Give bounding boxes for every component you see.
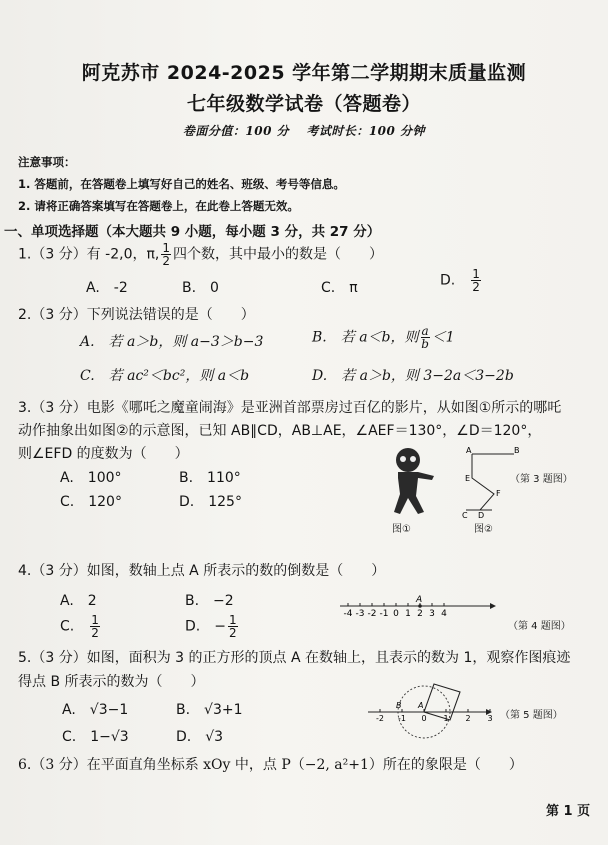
q1-frac-num: 1	[162, 241, 171, 255]
axis-tick-label: -3	[355, 609, 365, 619]
question-2-stem: 2.（3 分）下列说法错误的是（ ）	[18, 307, 255, 323]
figure-1-label: 图①	[392, 524, 411, 535]
axis-tick-label: -4	[343, 609, 353, 619]
page-number: 第 1 页	[546, 804, 591, 819]
q2-option-b-pre: B. 若 a＜b，则	[312, 329, 419, 346]
question-5-line-1: 5.（3 分）如图，面积为 3 的正方形的顶点 A 在数轴上，且表示的数为 1，观察作图痕迹	[18, 650, 571, 666]
q2-option-b-num: a	[421, 324, 429, 338]
point-label-d: D	[478, 511, 485, 520]
q5-option-a: A. √3−1	[62, 702, 129, 718]
q2-option-b-den: b	[421, 337, 429, 351]
number-line-q5	[366, 664, 496, 740]
point-a-label: A	[416, 595, 423, 605]
question-3-line-2: 动作抽象出如图②的示意图，已知 AB∥CD，AB⊥AE，∠AEF＝130°，∠D＝120°，	[18, 423, 542, 439]
axis-tick-label: 3	[429, 609, 435, 619]
q2-option-b-fraction	[421, 325, 430, 350]
q3-option-c: C. 120°	[60, 494, 122, 510]
axis-tick-label: -2	[367, 609, 377, 619]
q3-option-b: B. 110°	[179, 470, 241, 486]
axis-tick-label: 3	[487, 714, 493, 723]
q1-option-d-num: 1	[472, 267, 480, 281]
number-line-q4-arrow	[490, 603, 496, 609]
point-label-b: B	[514, 446, 520, 455]
point-label-a: A	[466, 446, 472, 455]
q1-option-d-fraction	[471, 268, 481, 293]
notice-item-1: 1. 答题前，在答题卷上填写好自己的姓名、班级、考号等信息。	[18, 177, 345, 191]
nezha-figure-illustration	[382, 446, 442, 521]
q4-option-c-den: 2	[91, 626, 99, 640]
question-3-line-1: 3.（3 分）电影《哪吒之魔童闹海》是亚洲首部票房过百亿的影片，从如图①所示的哪吒	[18, 400, 562, 416]
q1-option-a: A. -2	[86, 280, 128, 296]
score-time-info: 卷面分值：100 分 考试时长：100 分钟	[182, 124, 426, 138]
label-b: B	[396, 701, 402, 710]
question-4-stem: 4.（3 分）如图，数轴上点 A 所表示的数的倒数是（ ）	[18, 563, 386, 579]
question-5-line-2: 得点 B 所表示的数为（ ）	[18, 674, 205, 690]
q2-option-a: A. 若 a＞b，则 a−3＞b−3	[80, 334, 264, 350]
axis-tick-label: -1	[398, 714, 406, 723]
q2-option-b	[312, 325, 455, 350]
notice-heading: 注意事项：	[18, 155, 76, 169]
question-1-stem	[18, 242, 383, 267]
question-6-stem: 6.（3 分）在平面直角坐标系 xOy 中，点 P（−2, a²+1）所在的象限是（ ）	[18, 757, 523, 773]
axis-tick-label: -2	[376, 714, 384, 723]
q1-option-d-label: D.	[440, 272, 456, 289]
figure-2-label: 图②	[474, 524, 493, 535]
axis-tick-label: -1	[379, 609, 389, 619]
q4-option-a: A. 2	[60, 593, 97, 609]
q1-frac-den: 2	[162, 254, 171, 268]
q5-option-b: B. √3+1	[176, 702, 243, 718]
q4-option-c	[60, 614, 102, 639]
question-3-line-3: 则∠EFD 的度数为（ ）	[18, 446, 189, 462]
number-line-q5-ticks	[376, 709, 493, 723]
q2-option-b-post: ＜1	[431, 329, 455, 346]
square-shape	[424, 684, 460, 720]
q4-option-c-num: 1	[91, 613, 99, 627]
q3-option-d: D. 125°	[179, 494, 242, 510]
q4-option-c-label: C.	[60, 618, 75, 635]
q3-option-a: A. 100°	[60, 470, 122, 486]
q1-suffix: 四个数，其中最小的数是（ ）	[173, 246, 384, 263]
point-label-e: E	[465, 474, 471, 483]
axis-tick-label: 1	[443, 714, 449, 723]
q2-option-c: C. 若 ac²＜bc²，则 a＜b	[80, 368, 250, 384]
q4-option-d-label: D. −	[185, 618, 226, 635]
axis-tick-label: 4	[441, 609, 447, 619]
q4-option-d	[185, 614, 240, 639]
axis-tick-label: 0	[421, 714, 427, 723]
q4-option-b: B. −2	[185, 593, 234, 609]
q5-option-c: C. 1−√3	[62, 729, 129, 745]
axis-tick-label: 2	[465, 714, 471, 723]
q1-option-b: B. 0	[182, 280, 219, 296]
section-heading: 一、单项选择题（本大题共 9 小题，每小题 3 分，共 27 分）	[4, 224, 381, 240]
question-5-figure-caption: （第 5 题图）	[500, 710, 563, 721]
number-line-q4-ticks	[344, 603, 448, 619]
q1-option-d-den: 2	[472, 280, 480, 294]
notice-item-2: 2. 请将正确答案填写在答题卷上，在此卷上答题无效。	[18, 199, 299, 213]
exam-title: 阿克苏市 2024-2025 学年第二学期期末质量监测	[81, 62, 527, 84]
axis-tick-label: 1	[405, 609, 411, 619]
q1-option-d	[440, 268, 483, 293]
point-label-c: C	[462, 511, 468, 520]
axis-tick-label: 2	[417, 609, 423, 619]
question-3-figure-caption: （第 3 题图）	[510, 474, 573, 485]
q5-option-d: D. √3	[176, 729, 224, 745]
number-line-q4	[336, 592, 496, 626]
q4-option-d-den: 2	[228, 626, 237, 640]
axis-tick-label: 0	[393, 609, 399, 619]
q1-prefix: 1.（3 分）有 -2,0，π,	[18, 246, 160, 263]
q2-option-d: D. 若 a＞b，则 3−2a＜3−2b	[312, 368, 514, 384]
q4-option-d-num: 1	[228, 613, 237, 627]
point-label-f: F	[496, 489, 501, 498]
exam-subtitle: 七年级数学试卷（答题卷）	[186, 93, 421, 115]
q1-fraction	[161, 242, 171, 267]
q4-option-c-fraction	[90, 614, 100, 639]
label-a: A	[418, 701, 424, 710]
q4-option-d-fraction	[228, 614, 238, 639]
q1-option-c: C. π	[321, 280, 358, 296]
question-4-figure-caption: （第 4 题图）	[508, 621, 571, 632]
